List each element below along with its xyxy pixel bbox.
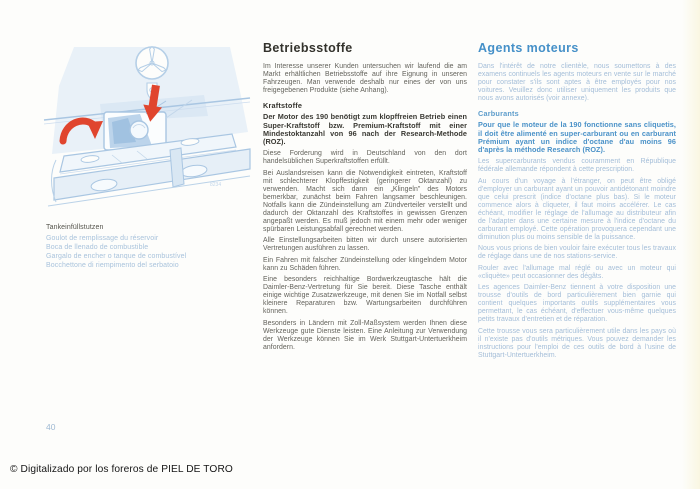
- caption-italian: Bocchettone di riempimento del serbatoio: [46, 261, 179, 269]
- caption-german: Tankeinfüllstutzen: [46, 224, 104, 231]
- caption-spanish: Boca de llenado de combustible: [46, 244, 149, 252]
- fuel-filler-illustration: [42, 38, 254, 210]
- german-paragraph: Diese Forderung wird in Deutschland von den dort handelsüblichen Superkraftstoffen erfüllt.: [263, 150, 467, 166]
- fuel-filler-drawing: [42, 38, 254, 210]
- figure-ref: 8234: [210, 182, 222, 188]
- figure-captions: [46, 224, 251, 270]
- bumper-center-strip: [170, 148, 184, 187]
- french-subheading: Carburants: [478, 109, 519, 118]
- german-paragraph: Bei Auslandsreisen kann die Notwendigkeit eintreten, Kraftstoff mit schlechterer Klopffestigkeit (geringerer Oktanzahl) zu verwenden. Macht sich dann ein „Klingeln" des Motors bemerkbar, zunächst beim Fahren langsamer beschleunigen. Notfalls kann die Zündeinstellung am Zündverteiler verstellt und dadurch der Oktanzahl des Kraftstoffes in gewissen Grenzen angepaßt werden. Es muß jedoch mit einem mehr oder weniger spürbaren Leistungsabfall gerechnet werden.: [263, 169, 467, 233]
- french-lead-paragraph: Pour que le moteur de la 190 fonctionne sans cliquetis, il doit être alimenté en super-carburant ou en carburant Prémium ayant un indice d'octane d'au moins 96 d'après la méthode Research (ROZ).: [478, 120, 676, 155]
- french-paragraph: Cette trousse vous sera particulièrement utile dans les pays où il n'existe pas d'outils métriques. Vous pouvez demander les instructions pour l'emploi de ces outils de bord à l'usine de Stuttgart-Untertuerkheim.: [478, 327, 676, 359]
- german-paragraph: Eine besonders reichhaltige Bordwerkzeugtasche hält die Daimler-Benz-Vertretung für Sie bereit. Diese Tasche enthält einige wichtige Zusatzwerkzeuge, mit denen Sie im Notfall selbst kleinere Reparaturen bzw. Wartungsarbeiten durchführen können.: [263, 276, 467, 316]
- german-paragraph: Ein Fahren mit falscher Zündeinstellung oder klingelndem Motor kann zu Schäden führen.: [263, 256, 467, 272]
- german-subheading: Kraftstoffe: [263, 101, 303, 110]
- french-paragraph: Au cours d'un voyage à l'étranger, on peut être obligé d'employer un carburant ayant un pouvoir antidétonant moindre que celui prescrit (indice d'octane plus bas). Si le moteur commence alors à cliqueter, il faut moins accélérer. Le cas échéant, modifier le réglage de l'allumage au distributeur afin de l'adapter dans une certaine mesure à l'indice d'octane du carburant employé. Cette opération provoquera cependant une diminution plus ou moins sensible de la puissance.: [478, 177, 676, 241]
- german-column: [263, 38, 467, 355]
- german-intro: Im Interesse unserer Kunden untersuchen wir laufend die am Markt erhältlichen Betriebsstoffe auf ihre Eignung in unseren Fahrzeugen. Man verwende deshalb nur eines der von uns freigegebenen Produkte (siehe Anhang).: [263, 63, 467, 94]
- french-paragraph: Rouler avec l'allumage mal réglé ou avec un moteur qui «cliquète» peut occasionner des dégâts.: [478, 264, 676, 280]
- french-column: [478, 38, 676, 363]
- mercedes-star-icon: [136, 47, 168, 79]
- french-intro: Dans l'intérêt de notre clientèle, nous soumettons à des examens continuels les agents moteurs en vente sur le marché pour constater s'ils sont aptes à être employés pour nos voitures. Veuillez donc utiliser uniquement les produits que nous avons autorisés (voir annexe).: [478, 63, 676, 102]
- page-number: 40: [46, 422, 56, 432]
- caption-french: Goulot de remplissage du réservoir: [46, 235, 159, 243]
- german-title: Betriebsstoffe: [263, 41, 353, 55]
- french-paragraph: Les agences Daimler-Benz tiennent à votre disposition une trousse d'outils de bord particulièrement bien garnie qui contient quelques importants outils supplémentaires vous permettant, le cas échéant, d'effectuer vous-même quelques petits travaux d'entretien et de réparation.: [478, 284, 676, 324]
- fuel-filler-cap: [130, 121, 148, 139]
- french-paragraph: Les supercarburants vendus couramment en République fédérale allemande répondent à cette prescription.: [478, 158, 676, 174]
- french-paragraph: Nous vous prions de bien vouloir faire exécuter tous les travaux de réglage dans une de nos stations-service.: [478, 245, 676, 261]
- caption-portuguese: Gargalo de encher o tanque de combustível: [46, 252, 187, 260]
- german-paragraph: Besonders in Ländern mit Zoll-Maßsystem werden Ihnen diese Werkzeuge gute Dienste leisten. Eine Anleitung zur Verwendung der Werkzeuge können Sie im Werk Stuttgart-Untertuerkheim anfordern.: [263, 319, 467, 351]
- french-title: Agents moteurs: [478, 41, 579, 55]
- scan-watermark: © Digitalizado por los foreros de PIEL DE TORO: [10, 463, 233, 475]
- german-paragraph: Alle Einstellungsarbeiten bitten wir durch unsere autorisierten Vertretungen ausführen zu lassen.: [263, 237, 467, 253]
- german-lead-paragraph: Der Motor des 190 benötigt zum klopffreien Betrieb einen Super-Kraftstoff bzw. Premium-Kraftstoff mit einer Mindestoktanzahl von 96 nach der Research-Methode (ROZ).: [263, 112, 467, 147]
